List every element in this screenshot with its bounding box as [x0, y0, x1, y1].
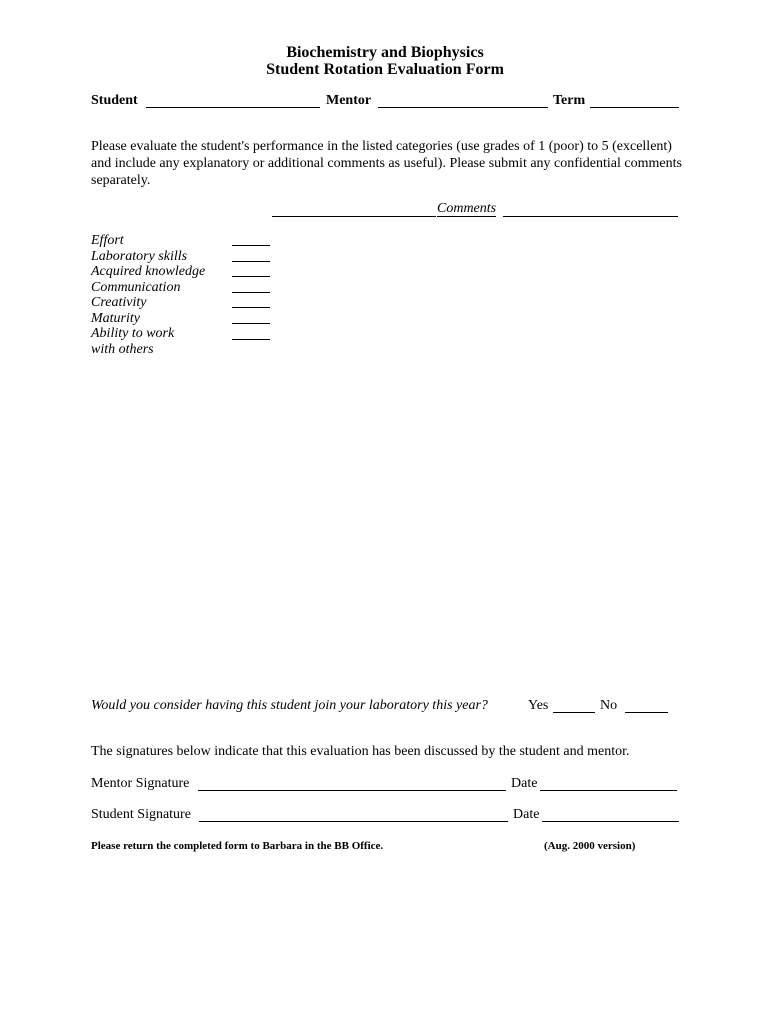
mentor-label: Mentor: [326, 93, 372, 108]
grade-field-acquired-knowledge[interactable]: [232, 276, 270, 277]
grade-field-effort[interactable]: [232, 245, 270, 246]
comments-rule-left: [272, 216, 436, 217]
form-title-line2: Student Rotation Evaluation Form: [266, 61, 504, 78]
student-label: Student: [91, 93, 138, 108]
category-laboratory-skills: Laboratory skills: [91, 248, 188, 264]
instructions-paragraph: Please evaluate the student's performance in the listed categories (use grades of 1 (poor) to 5 (excellent) and include any explanatory or additional comments as useful). Please submit any confidential comments separately.: [91, 139, 682, 188]
category-with-others: with others: [91, 341, 154, 357]
mentor-signature-field[interactable]: [198, 790, 506, 791]
no-label: No: [600, 698, 618, 713]
yes-label: Yes: [528, 698, 549, 713]
grade-field-creativity[interactable]: [232, 307, 270, 308]
student-signature-label: Student Signature: [91, 807, 191, 822]
student-date-field[interactable]: [542, 821, 679, 822]
mentor-field[interactable]: [378, 107, 548, 108]
category-effort: Effort: [91, 233, 124, 248]
category-acquired-knowledge: Acquired knowledge: [91, 264, 206, 279]
mentor-date-label: Date: [511, 776, 538, 791]
version-note: (Aug. 2000 version): [544, 840, 636, 852]
student-field[interactable]: [146, 107, 320, 108]
category-ability-to-work: Ability to work: [91, 326, 175, 341]
category-communication: Communication: [91, 279, 181, 295]
comments-rule-right: [503, 216, 678, 217]
student-date-label: Date: [513, 807, 540, 822]
grade-field-ability-to-work[interactable]: [232, 339, 270, 340]
join-lab-question: Would you consider having this student join your laboratory this year?: [91, 698, 488, 713]
no-field[interactable]: [625, 712, 668, 713]
form-title-line1: Biochemistry and Biophysics: [286, 44, 484, 61]
term-label: Term: [553, 93, 586, 108]
grade-field-laboratory-skills[interactable]: [232, 261, 270, 262]
grade-field-maturity[interactable]: [232, 323, 270, 324]
category-creativity: Creativity: [91, 295, 147, 310]
grade-field-communication[interactable]: [232, 292, 270, 293]
category-maturity: Maturity: [91, 310, 140, 326]
term-field[interactable]: [590, 107, 679, 108]
mentor-signature-label: Mentor Signature: [91, 776, 190, 791]
comments-label: Comments: [437, 201, 497, 216]
yes-field[interactable]: [553, 712, 595, 713]
student-signature-field[interactable]: [199, 821, 508, 822]
mentor-date-field[interactable]: [540, 790, 677, 791]
return-note: Please return the completed form to Barbara in the BB Office.: [91, 840, 384, 852]
signatures-note: The signatures below indicate that this evaluation has been discussed by the student and mentor.: [91, 744, 630, 759]
